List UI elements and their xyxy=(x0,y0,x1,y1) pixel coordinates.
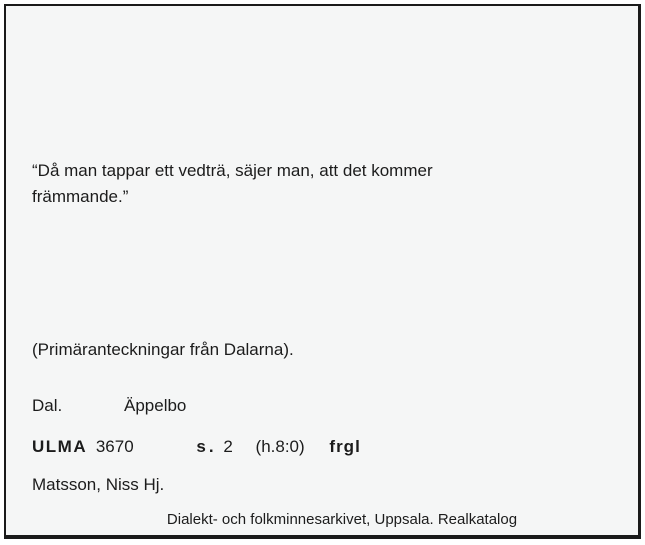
category-code: frgl xyxy=(329,437,361,456)
archive-number: 3670 xyxy=(95,437,134,456)
sheet-label: s. xyxy=(196,437,217,456)
quote-text xyxy=(32,158,552,210)
archive-code: ULMA xyxy=(32,437,88,456)
format-code: (h.8:0) xyxy=(255,437,305,456)
place-row xyxy=(32,393,186,419)
sheet-number: 2 xyxy=(223,437,233,456)
parish: Äppelbo xyxy=(124,396,187,415)
quote-line-1: “Då man tappar ett vedträ, säjer man, att det kommer xyxy=(32,161,433,180)
source-note: (Primäranteckningar från Dalarna). xyxy=(32,340,294,359)
catalog-card xyxy=(4,4,641,539)
province: Dal. xyxy=(32,396,63,415)
informant-name: Matsson, Niss Hj. xyxy=(32,475,165,494)
quote-line-2: främmande.” xyxy=(32,187,129,206)
reference-row xyxy=(32,434,361,460)
archive-footer: Dialekt- och folkminnesarkivet, Uppsala. Realkatalog xyxy=(166,511,518,528)
